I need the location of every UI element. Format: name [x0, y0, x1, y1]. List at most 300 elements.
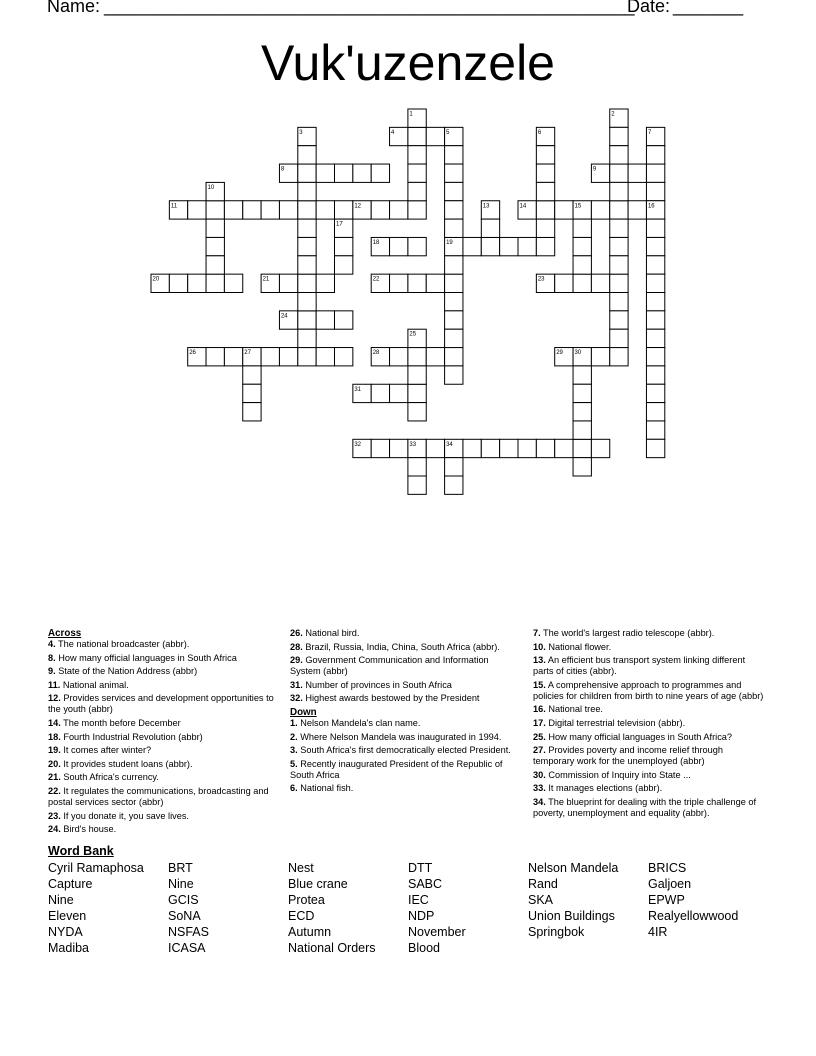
- grid-cell[interactable]: [206, 256, 224, 274]
- clue-number: 1.: [290, 717, 298, 728]
- word-bank-item: Springbok: [528, 925, 585, 939]
- clue-text: It manages elections (abbr).: [545, 783, 663, 794]
- grid-cell[interactable]: [500, 237, 518, 255]
- clue-text: The blueprint for dealing with the triple challenge of poverty, unemployment and equality (abbr).: [533, 796, 757, 818]
- grid-cell[interactable]: [408, 237, 426, 255]
- grid-cell[interactable]: [573, 366, 591, 384]
- clue-item: [48, 811, 276, 822]
- grid-cell[interactable]: [500, 439, 518, 457]
- grid-cell[interactable]: [610, 164, 628, 182]
- cell-number: 17: [336, 221, 343, 228]
- grid-cell[interactable]: [206, 274, 224, 292]
- word-bank-item: National Orders: [288, 941, 376, 955]
- grid-cell[interactable]: [408, 164, 426, 182]
- grid-cell[interactable]: [536, 237, 554, 255]
- grid-cell[interactable]: [335, 348, 353, 366]
- grid-cell[interactable]: [298, 237, 316, 255]
- grid-cell[interactable]: [298, 274, 316, 292]
- name-label: Name:: [47, 0, 101, 16]
- clue-item: [533, 718, 765, 729]
- clue-number: 11.: [48, 679, 61, 690]
- grid-cell[interactable]: [316, 311, 334, 329]
- clue-item: [48, 666, 276, 677]
- cell-number: 32: [354, 441, 362, 448]
- grid-cell[interactable]: [463, 439, 481, 457]
- grid-cell[interactable]: [298, 329, 316, 347]
- clue-text: Nelson Mandela's clan name.: [297, 717, 421, 728]
- grid-cell[interactable]: [390, 201, 408, 219]
- grid-cell[interactable]: [243, 403, 261, 421]
- grid-cell[interactable]: [261, 201, 279, 219]
- grid-cell[interactable]: [445, 366, 463, 384]
- word-bank-item: ICASA: [168, 941, 206, 955]
- grid-cell[interactable]: [445, 311, 463, 329]
- clue-text: Provides services and development opportunities to the youth (abbr): [48, 693, 274, 715]
- clue-item: [48, 745, 276, 756]
- grid-cell[interactable]: [445, 219, 463, 237]
- clue-item: [290, 628, 518, 639]
- grid-cell[interactable]: [481, 439, 499, 457]
- grid-cell[interactable]: [298, 219, 316, 237]
- grid-cell[interactable]: [536, 439, 554, 457]
- grid-cell[interactable]: [426, 127, 444, 145]
- grid-cell[interactable]: [536, 146, 554, 164]
- word-bank-item: Nine: [48, 893, 74, 907]
- grid-cell[interactable]: [646, 164, 664, 182]
- grid-cell[interactable]: [206, 201, 224, 219]
- cell-number: 20: [152, 276, 160, 283]
- grid-cell[interactable]: [445, 274, 463, 292]
- word-bank-item: Galjoen: [648, 877, 692, 891]
- grid-cell[interactable]: [408, 403, 426, 421]
- grid-cell[interactable]: [573, 384, 591, 402]
- grid-cell[interactable]: [408, 182, 426, 200]
- grid-cell[interactable]: [445, 256, 463, 274]
- grid-cell[interactable]: [536, 182, 554, 200]
- cell-number: 28: [372, 350, 380, 357]
- clue-text: Number of provinces in South Africa: [302, 679, 452, 690]
- grid-cell[interactable]: [408, 348, 426, 366]
- cell-number: 18: [372, 239, 380, 246]
- grid-cell[interactable]: [445, 164, 463, 182]
- cell-number: 12: [354, 203, 362, 210]
- grid-cell[interactable]: [390, 237, 408, 255]
- clue-number: 28.: [290, 641, 303, 652]
- grid-cell[interactable]: [445, 476, 463, 494]
- grid-cell[interactable]: [316, 164, 334, 182]
- grid-cell[interactable]: [628, 201, 646, 219]
- word-bank-item: SKA: [528, 893, 554, 907]
- grid-cell[interactable]: [279, 201, 297, 219]
- clue-item: [290, 732, 518, 743]
- word-bank-item: SoNA: [168, 909, 201, 923]
- clue-item: [48, 653, 276, 664]
- word-bank-item: NSFAS: [168, 925, 209, 939]
- word-bank-item: Capture: [48, 877, 93, 891]
- clue-text: A comprehensive approach to programmes and policies for children from birth to nine years of age (abbr): [533, 679, 764, 701]
- grid-cell[interactable]: [206, 237, 224, 255]
- cell-number: 8: [280, 166, 285, 173]
- grid-cell[interactable]: [573, 403, 591, 421]
- grid-cell[interactable]: [445, 146, 463, 164]
- cell-number: 13: [482, 203, 490, 210]
- grid-cell[interactable]: [610, 146, 628, 164]
- clue-number: 23.: [48, 810, 61, 821]
- grid-cell[interactable]: [169, 274, 187, 292]
- grid-cell[interactable]: [610, 182, 628, 200]
- clue-item: [290, 745, 518, 756]
- grid-cell[interactable]: [298, 164, 316, 182]
- clue-number: 2.: [290, 731, 298, 742]
- grid-cell[interactable]: [390, 274, 408, 292]
- clue-section-header: Down: [290, 706, 317, 718]
- clue-text: An efficient bus transport system linking different parts of cities (abbr).: [533, 655, 746, 677]
- cell-number: 9: [592, 166, 597, 173]
- grid-cell[interactable]: [224, 348, 242, 366]
- grid-cell[interactable]: [188, 274, 206, 292]
- word-bank-item: Nelson Mandela: [528, 861, 619, 875]
- grid-cell[interactable]: [610, 293, 628, 311]
- grid-cell[interactable]: [463, 237, 481, 255]
- grid-cell[interactable]: [188, 201, 206, 219]
- grid-cell[interactable]: [371, 201, 389, 219]
- cell-number: 23: [537, 276, 545, 283]
- grid-cell[interactable]: [573, 421, 591, 439]
- grid-cell[interactable]: [591, 201, 609, 219]
- cell-number: 11: [170, 203, 178, 210]
- clue-item: [533, 704, 765, 715]
- clue-number: 3.: [290, 745, 298, 756]
- grid-cell[interactable]: [298, 182, 316, 200]
- clue-item: [48, 718, 276, 729]
- clue-item: [533, 745, 765, 767]
- grid-cell[interactable]: [646, 421, 664, 439]
- grid-cell[interactable]: [426, 439, 444, 457]
- cell-number: 5: [446, 129, 450, 136]
- clue-text: How many official languages in South Africa?: [545, 731, 733, 742]
- clue-number: 27.: [533, 745, 546, 756]
- grid-cell[interactable]: [646, 182, 664, 200]
- clue-text: Provides poverty and income relief through temporary work for the unemployed (abbr): [533, 745, 723, 767]
- grid-cell[interactable]: [279, 348, 297, 366]
- clue-number: 30.: [533, 769, 546, 780]
- grid-cell[interactable]: [335, 311, 353, 329]
- clue-item: [48, 732, 276, 743]
- grid-cell[interactable]: [298, 146, 316, 164]
- grid-cell[interactable]: [371, 164, 389, 182]
- grid-cell[interactable]: [555, 439, 573, 457]
- clue-column-2: [290, 628, 518, 797]
- grid-cell[interactable]: [518, 237, 536, 255]
- clue-text: National bird.: [302, 628, 360, 638]
- grid-cell[interactable]: [573, 458, 591, 476]
- clue-text: National animal.: [60, 679, 129, 690]
- word-bank-item: 4IR: [648, 925, 668, 939]
- cell-number: 26: [189, 350, 196, 357]
- grid-cell[interactable]: [610, 256, 628, 274]
- clue-text: Fourth Industrial Revolution (abbr): [60, 731, 203, 742]
- grid-cell[interactable]: [555, 274, 573, 292]
- word-bank-item: IEC: [408, 893, 429, 907]
- clue-text: Highest awards bestowed by the President: [302, 693, 480, 704]
- clue-text: Recently inaugurated President of the Republic of South Africa: [290, 758, 503, 780]
- grid-cell[interactable]: [610, 201, 628, 219]
- grid-cell[interactable]: [445, 182, 463, 200]
- clue-item: [290, 642, 518, 653]
- grid-cell[interactable]: [646, 237, 664, 255]
- grid-cell[interactable]: [573, 439, 591, 457]
- grid-cell[interactable]: [335, 164, 353, 182]
- grid-cell[interactable]: [353, 164, 371, 182]
- grid-cell[interactable]: [518, 439, 536, 457]
- cell-number: 10: [207, 184, 215, 191]
- clue-text: Bird's house.: [60, 824, 117, 835]
- cell-number: 34: [446, 441, 453, 448]
- clue-text: The national broadcaster (abbr).: [55, 639, 190, 649]
- cell-number: 14: [519, 203, 527, 210]
- grid-cell[interactable]: [408, 274, 426, 292]
- word-bank-item: Autumn: [288, 925, 332, 939]
- grid-cell[interactable]: [408, 366, 426, 384]
- grid-cell[interactable]: [426, 274, 444, 292]
- clue-item: [290, 718, 518, 729]
- grid-cell[interactable]: [481, 237, 499, 255]
- grid-cell[interactable]: [646, 256, 664, 274]
- cell-number: 29: [556, 350, 563, 357]
- grid-cell[interactable]: [298, 201, 316, 219]
- clue-item: [533, 680, 765, 702]
- grid-cell[interactable]: [573, 256, 591, 274]
- grid-cell[interactable]: [335, 256, 353, 274]
- clue-number: 8.: [48, 652, 56, 663]
- clue-item: [533, 732, 765, 743]
- grid-cell[interactable]: [298, 311, 316, 329]
- grid-cell[interactable]: [224, 274, 242, 292]
- word-bank-item: Cyril Ramaphosa: [48, 861, 144, 875]
- grid-cell[interactable]: [646, 439, 664, 457]
- grid-cell[interactable]: [573, 219, 591, 237]
- grid-cell[interactable]: [610, 311, 628, 329]
- word-bank-item: Realyellowwood: [648, 909, 739, 923]
- grid-cell[interactable]: [390, 439, 408, 457]
- grid-cell[interactable]: [610, 274, 628, 292]
- grid-cell[interactable]: [646, 329, 664, 347]
- grid-cell[interactable]: [298, 293, 316, 311]
- grid-cell[interactable]: [610, 127, 628, 145]
- cell-number: 16: [647, 203, 655, 210]
- cell-number: 27: [244, 350, 251, 357]
- word-bank-item: GCIS: [168, 893, 199, 907]
- clue-number: 20.: [48, 758, 61, 769]
- grid-cell[interactable]: [426, 348, 444, 366]
- grid-cell[interactable]: [316, 348, 334, 366]
- clue-text: South Africa's currency.: [60, 772, 159, 783]
- grid-cell[interactable]: [610, 219, 628, 237]
- word-bank-item: Rand: [528, 877, 558, 891]
- grid-cell[interactable]: [243, 366, 261, 384]
- cell-number: 24: [280, 313, 288, 320]
- clue-text: How many official languages in South Africa: [55, 652, 237, 663]
- date-label: Date:: [627, 0, 671, 16]
- grid-cell[interactable]: [591, 348, 609, 366]
- grid-cell[interactable]: [408, 146, 426, 164]
- clue-column-1: [48, 628, 276, 838]
- clue-number: 19.: [48, 745, 61, 756]
- word-bank-item: BRICS: [648, 861, 687, 875]
- grid-cell[interactable]: [573, 237, 591, 255]
- clue-number: 5.: [290, 758, 298, 769]
- clue-number: 34.: [533, 796, 546, 807]
- grid-cell[interactable]: [646, 311, 664, 329]
- clue-section-header: Across: [48, 628, 82, 639]
- grid-cell[interactable]: [206, 219, 224, 237]
- clue-number: 21.: [48, 772, 61, 783]
- clue-item: [48, 693, 276, 715]
- word-bank-item: Blue crane: [288, 877, 348, 891]
- clue-item: [290, 655, 518, 677]
- grid-cell[interactable]: [408, 458, 426, 476]
- clue-text: It provides student loans (abbr).: [60, 758, 193, 769]
- cell-number: 2: [611, 111, 615, 118]
- grid-cell[interactable]: [646, 348, 664, 366]
- clue-number: 29.: [290, 655, 303, 666]
- grid-cell[interactable]: [646, 293, 664, 311]
- page-title: Vuk'uzenzele: [261, 35, 555, 91]
- clue-number: 13.: [533, 655, 546, 666]
- grid-cell[interactable]: [610, 348, 628, 366]
- grid-cell[interactable]: [224, 201, 242, 219]
- grid-cell[interactable]: [445, 348, 463, 366]
- cell-number: 15: [574, 203, 582, 210]
- grid-cell[interactable]: [371, 439, 389, 457]
- grid-cell[interactable]: [316, 201, 334, 219]
- grid-cell[interactable]: [390, 384, 408, 402]
- clue-text: It regulates the communications, broadcasting and postal services sector (abbr): [48, 785, 269, 807]
- clue-item: [533, 783, 765, 794]
- grid-cell[interactable]: [536, 201, 554, 219]
- grid-cell[interactable]: [408, 476, 426, 494]
- clue-number: 9.: [48, 666, 56, 677]
- grid-cell[interactable]: [408, 127, 426, 145]
- grid-cell[interactable]: [628, 164, 646, 182]
- clue-number: 26.: [290, 628, 303, 638]
- clue-item: [290, 693, 518, 704]
- grid-cell[interactable]: [591, 439, 609, 457]
- clue-text: The world's largest radio telescope (abbr).: [540, 628, 715, 638]
- clue-number: 31.: [290, 679, 303, 690]
- clue-item: [48, 824, 276, 835]
- grid-cell[interactable]: [335, 237, 353, 255]
- word-bank-item: Eleven: [48, 909, 87, 923]
- word-bank-item: Protea: [288, 893, 325, 907]
- word-bank-item: Nest: [288, 861, 314, 875]
- clue-item: [48, 759, 276, 770]
- clue-text: National tree.: [545, 704, 603, 715]
- clue-number: 15.: [533, 679, 546, 690]
- cell-number: 3: [299, 129, 303, 136]
- grid-cell[interactable]: [261, 348, 279, 366]
- grid-cell[interactable]: [445, 458, 463, 476]
- word-bank-item: Nine: [168, 877, 194, 891]
- cell-number: 6: [537, 129, 542, 136]
- clue-number: 17.: [533, 717, 546, 728]
- cell-number: 31: [354, 386, 362, 393]
- grid-cell[interactable]: [610, 237, 628, 255]
- grid-cell[interactable]: [390, 348, 408, 366]
- clue-item: [48, 772, 276, 783]
- clue-item: [533, 642, 765, 653]
- clue-text: State of the Nation Address (abbr): [55, 666, 198, 677]
- clue-column-3: [533, 628, 765, 822]
- grid-cell[interactable]: [646, 274, 664, 292]
- grid-cell[interactable]: [206, 348, 224, 366]
- grid-cell[interactable]: [610, 329, 628, 347]
- clue-item: [48, 786, 276, 808]
- clue-item: [290, 759, 518, 781]
- grid-cell[interactable]: [481, 219, 499, 237]
- clue-item: [533, 797, 765, 819]
- word-bank-item: NYDA: [48, 925, 83, 939]
- grid-cell[interactable]: [573, 274, 591, 292]
- grid-cell[interactable]: [555, 201, 573, 219]
- clue-number: 16.: [533, 704, 546, 715]
- grid-cell[interactable]: [371, 384, 389, 402]
- clue-number: 18.: [48, 731, 61, 742]
- grid-cell[interactable]: [646, 384, 664, 402]
- clue-number: 6.: [290, 783, 298, 794]
- grid-cell[interactable]: [408, 201, 426, 219]
- grid-cell[interactable]: [536, 164, 554, 182]
- grid-cell[interactable]: [316, 274, 334, 292]
- clue-text: The month before December: [60, 717, 181, 728]
- grid-cell[interactable]: [445, 201, 463, 219]
- date-blank-line[interactable]: _______: [673, 0, 744, 16]
- grid-cell[interactable]: [243, 384, 261, 402]
- grid-cell[interactable]: [408, 384, 426, 402]
- cell-number: 1: [409, 111, 413, 118]
- clue-number: 10.: [533, 641, 546, 652]
- clue-text: National flower.: [545, 641, 612, 652]
- word-bank-item: SABC: [408, 877, 443, 891]
- grid-cell[interactable]: [646, 403, 664, 421]
- cell-number: 21: [262, 276, 270, 283]
- grid-cell[interactable]: [445, 293, 463, 311]
- word-bank-item: Madiba: [48, 941, 89, 955]
- clue-text: South Africa's first democratically elected President.: [297, 745, 511, 756]
- word-bank-item: Union Buildings: [528, 909, 615, 923]
- clue-item: [533, 655, 765, 677]
- clue-number: 25.: [533, 731, 546, 742]
- grid-cell[interactable]: [243, 201, 261, 219]
- grid-cell[interactable]: [646, 219, 664, 237]
- grid-cell[interactable]: [279, 274, 297, 292]
- grid-cell[interactable]: [445, 329, 463, 347]
- grid-cell[interactable]: [298, 348, 316, 366]
- name-blank-line[interactable]: _____________________________________________________: [104, 0, 635, 16]
- cell-number: 4: [391, 129, 395, 136]
- grid-cell[interactable]: [646, 146, 664, 164]
- grid-cell[interactable]: [298, 256, 316, 274]
- grid-cell[interactable]: [646, 366, 664, 384]
- grid-cell[interactable]: [335, 201, 353, 219]
- grid-cell[interactable]: [536, 219, 554, 237]
- clue-number: 4.: [48, 639, 56, 649]
- grid-cell[interactable]: [591, 274, 609, 292]
- word-bank-title: Word Bank: [48, 844, 114, 858]
- word-bank-item: DTT: [408, 861, 433, 875]
- cell-number: 30: [574, 350, 582, 357]
- clue-item: [290, 680, 518, 691]
